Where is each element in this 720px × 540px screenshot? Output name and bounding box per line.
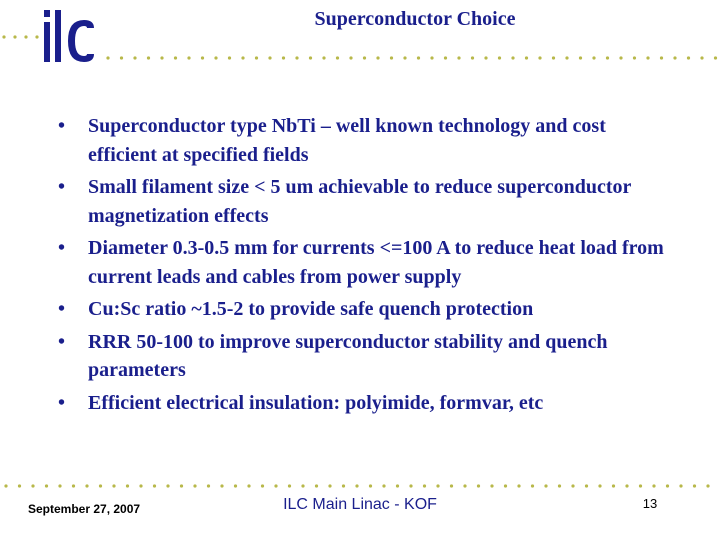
- bullet-text: Diameter 0.3-0.5 mm for currents <=100 A to reduce heat load from current leads and cables from power supply: [88, 237, 664, 288]
- footer-dot: [706, 484, 709, 487]
- footer-dot: [328, 484, 331, 487]
- footer-dot: [166, 484, 169, 487]
- header-dot: [619, 56, 622, 59]
- header-dot: [700, 56, 703, 59]
- header-dot: [228, 56, 231, 59]
- header-dot: [484, 56, 487, 59]
- footer-date: September 27, 2007: [28, 502, 141, 516]
- bullet-text: Cu:Sc ratio ~1.5-2 to provide safe quench protection: [88, 298, 534, 320]
- footer-dot: [72, 484, 75, 487]
- bullet-item: [58, 295, 668, 324]
- header-dot: [174, 56, 177, 59]
- slide-title: Superconductor Choice: [314, 8, 516, 30]
- header-dot: [606, 56, 609, 59]
- footer-dot: [207, 484, 210, 487]
- footer-dot: [585, 484, 588, 487]
- header-dot: [35, 35, 38, 38]
- footer-dot: [301, 484, 304, 487]
- footer-dot: [679, 484, 682, 487]
- header-dot: [133, 56, 136, 59]
- header-dot: [106, 56, 109, 59]
- footer-dot: [31, 484, 34, 487]
- footer-dot: [396, 484, 399, 487]
- header-dot: [2, 35, 5, 38]
- header-dot: [592, 56, 595, 59]
- header-dot: [498, 56, 501, 59]
- footer-dot: [639, 484, 642, 487]
- bullet-item: [58, 173, 668, 230]
- footer-dot: [625, 484, 628, 487]
- header-dot: [282, 56, 285, 59]
- bullet-dot-icon: •: [58, 237, 66, 259]
- footer-dot: [423, 484, 426, 487]
- footer-dot: [4, 484, 7, 487]
- bullet-dot-icon: •: [58, 298, 66, 320]
- footer-dot: [355, 484, 358, 487]
- footer-dot: [247, 484, 250, 487]
- header-dot: [241, 56, 244, 59]
- bullet-text: Superconductor type NbTi – well known technology and cost efficient at specified fields: [88, 115, 606, 166]
- footer-dot: [126, 484, 129, 487]
- footer-dot: [463, 484, 466, 487]
- footer-dot: [234, 484, 237, 487]
- header-dot: [322, 56, 325, 59]
- footer-dot: [342, 484, 345, 487]
- footer-dot: [315, 484, 318, 487]
- header-dot: [214, 56, 217, 59]
- header-dot: [579, 56, 582, 59]
- header-dot: [390, 56, 393, 59]
- header-dot: [552, 56, 555, 59]
- footer-dot: [504, 484, 507, 487]
- bullet-text: RRR 50-100 to improve superconductor stability and quench parameters: [88, 330, 608, 381]
- footer-dot: [18, 484, 21, 487]
- header-dot: [525, 56, 528, 59]
- footer-dot: [85, 484, 88, 487]
- footer-dot: [58, 484, 61, 487]
- footer-dot: [652, 484, 655, 487]
- header-dot: [714, 56, 717, 59]
- footer-dot: [139, 484, 142, 487]
- footer-dot: [558, 484, 561, 487]
- footer-dot: [490, 484, 493, 487]
- bullet-dot-icon: •: [58, 330, 66, 353]
- footer-dot: [666, 484, 669, 487]
- header-dot: [538, 56, 541, 59]
- footer-dot: [598, 484, 601, 487]
- footer-dot: [382, 484, 385, 487]
- footer-dot: [450, 484, 453, 487]
- header-dot: [349, 56, 352, 59]
- bullet-item: [58, 389, 668, 418]
- footer-dot: [612, 484, 615, 487]
- bullet-item: [58, 328, 668, 385]
- bullet-text: Small filament size < 5 um achievable to reduce superconductor magnetization effects: [88, 176, 632, 227]
- footer-dot: [409, 484, 412, 487]
- footer-title: ILC Main Linac - KOF: [283, 496, 437, 513]
- footer-dot: [193, 484, 196, 487]
- footer-dot: [99, 484, 102, 487]
- footer-dot: [220, 484, 223, 487]
- footer-dot: [531, 484, 534, 487]
- header-dot: [295, 56, 298, 59]
- header-dot: [309, 56, 312, 59]
- bullet-list: [58, 112, 668, 421]
- header-dot: [120, 56, 123, 59]
- footer-dot: [693, 484, 696, 487]
- bullet-text: Efficient electrical insulation: polyimide, formvar, etc: [88, 391, 544, 414]
- footer-dot: [517, 484, 520, 487]
- bullet-dot-icon: •: [58, 115, 66, 137]
- footer-dot: [45, 484, 48, 487]
- header-dot: [363, 56, 366, 59]
- header-dot: [268, 56, 271, 59]
- footer-dot: [571, 484, 574, 487]
- footer-dot: [544, 484, 547, 487]
- bullet-dot-icon: •: [58, 391, 66, 414]
- footer-dot: [288, 484, 291, 487]
- header-dot: [417, 56, 420, 59]
- header-dot: [147, 56, 150, 59]
- header-dot: [13, 35, 16, 38]
- header-dot: [336, 56, 339, 59]
- header-dot: [471, 56, 474, 59]
- bullet-item: [58, 234, 668, 291]
- footer-dot: [436, 484, 439, 487]
- header-dot: [160, 56, 163, 59]
- header-dot: [24, 35, 27, 38]
- footer-dot: [112, 484, 115, 487]
- footer-dot: [261, 484, 264, 487]
- header-dot: [457, 56, 460, 59]
- header-dot: [687, 56, 690, 59]
- header-dot: [201, 56, 204, 59]
- header-dot: [633, 56, 636, 59]
- header-dot: [255, 56, 258, 59]
- bullet-dot-icon: •: [58, 176, 66, 198]
- footer-dot: [153, 484, 156, 487]
- bullet-item: [58, 112, 668, 169]
- header-dot: [565, 56, 568, 59]
- footer-dot: [180, 484, 183, 487]
- header-dot: [646, 56, 649, 59]
- footer-dot: [274, 484, 277, 487]
- header-dot: [430, 56, 433, 59]
- footer-dotted-line: [0, 478, 720, 498]
- header-dot: [673, 56, 676, 59]
- header-dot: [444, 56, 447, 59]
- header-dotted-line: [0, 32, 720, 62]
- header-dot: [660, 56, 663, 59]
- page-number: 13: [642, 496, 658, 511]
- footer-dot: [369, 484, 372, 487]
- header-dot: [403, 56, 406, 59]
- header-dot: [376, 56, 379, 59]
- footer-dot: [477, 484, 480, 487]
- header-dot: [511, 56, 514, 59]
- header-dot: [187, 56, 190, 59]
